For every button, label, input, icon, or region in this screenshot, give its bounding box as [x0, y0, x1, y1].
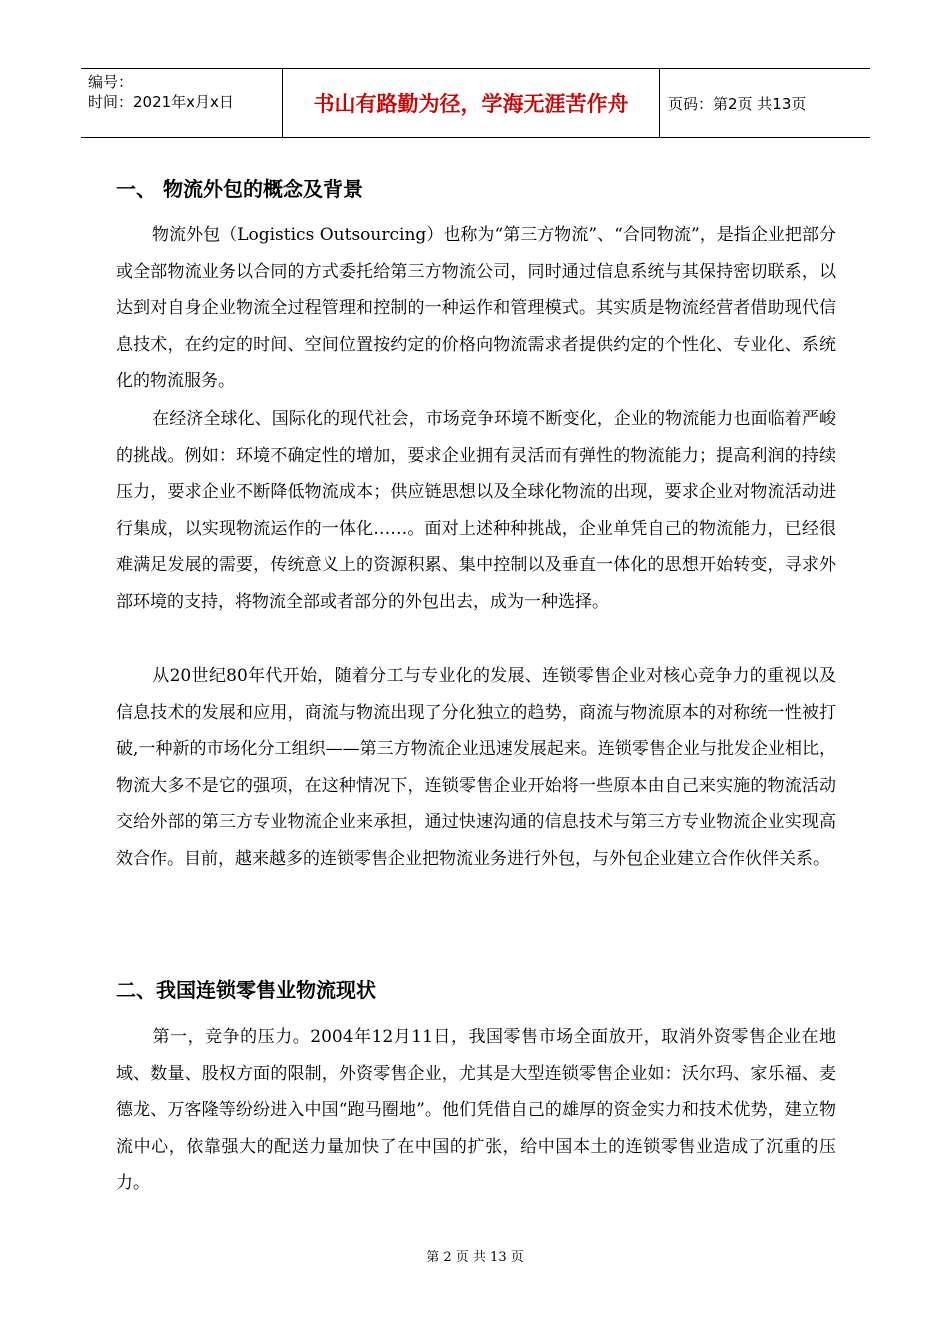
header-left-cell: [81, 69, 283, 137]
header-table: [81, 68, 870, 138]
section2-title: 二、我国连锁零售业物流现状: [116, 978, 376, 1002]
section1-title: 一、 物流外包的概念及背景: [116, 177, 363, 201]
date-label: 时间：2021年x月x日: [88, 93, 234, 111]
motto: 书山有路勤为径，学海无涯苦作舟: [283, 69, 660, 137]
paragraph: 在经济全球化、国际化的现代社会，市场竞争环境不断变化，企业的物流能力也面临着严峻的挑战。例如：环境不确定性的增加，要求企业拥有灵活而有弹性的物流能力；提高利润的持续压力，要求企业不断降低物流成本；供应链思想以及全球化物流的出现，要求企业对物流活动进行集成，以实现物流运作的一体化……。面对上述种种挑战，企业单凭自己的物流能力，已经很难满足发展的需要，传统意义上的资源积累、集中控制以及垂直一体化的思想开始转变，寻求外部环境的支持，将物流全部或者部分的外包出去，成为一种选择。: [116, 409, 836, 612]
paragraph: 从20世纪80年代开始，随着分工与专业化的发展、连锁零售企业对核心竞争力的重视以及信息技术的发展和应用，商流与物流出现了分化独立的趋势，商流与物流原本的对称统一性被打破,一种新的市场化分工组织——第三方物流企业迅速发展起来。连锁零售企业与批发企业相比，物流大多不是它的强项，在这种情况下，连锁零售企业开始将一些原本由自己来实施的物流活动交给外部的第三方专业物流企业来承担，通过快速沟通的信息技术与第三方专业物流企业实现高效合作。目前，越来越多的连锁零售企业把物流业务进行外包，与外包企业建立合作伙伴关系。: [116, 666, 836, 869]
page-footer: 第 2 页 共 13 页: [426, 1250, 524, 1265]
page-info: 页码：第2页 共13页: [668, 94, 807, 113]
number-label: 编号：: [88, 73, 134, 91]
paragraph: 第一，竞争的压力。2004年12月11日，我国零售市场全面放开，取消外资零售企业在地域、数量、股权方面的限制，外资零售企业，尤其是大型连锁零售企业如：沃尔玛、家乐福、麦德龙、万客隆等纷纷进入中国“跑马圈地”。他们凭借自己的雄厚的资金实力和技术优势，建立物流中心，依靠强大的配送力量加快了在中国的扩张，给中国本土的连锁零售业造成了沉重的压力。: [116, 1027, 836, 1194]
paragraph: 物流外包（Logistics Outsourcing）也称为“第三方物流”、“合同物流”，是指企业把部分或全部物流业务以合同的方式委托给第三方物流公司，同时通过信息系统与其保持密切联系，以达到对自身企业物流全过程管理和控制的一种运作和管理模式。其实质是物流经营者借助现代信息技术，在约定的时间、空间位置按约定的价格向物流需求者提供约定的个性化、专业化、系统化的物流服务。: [116, 225, 836, 392]
